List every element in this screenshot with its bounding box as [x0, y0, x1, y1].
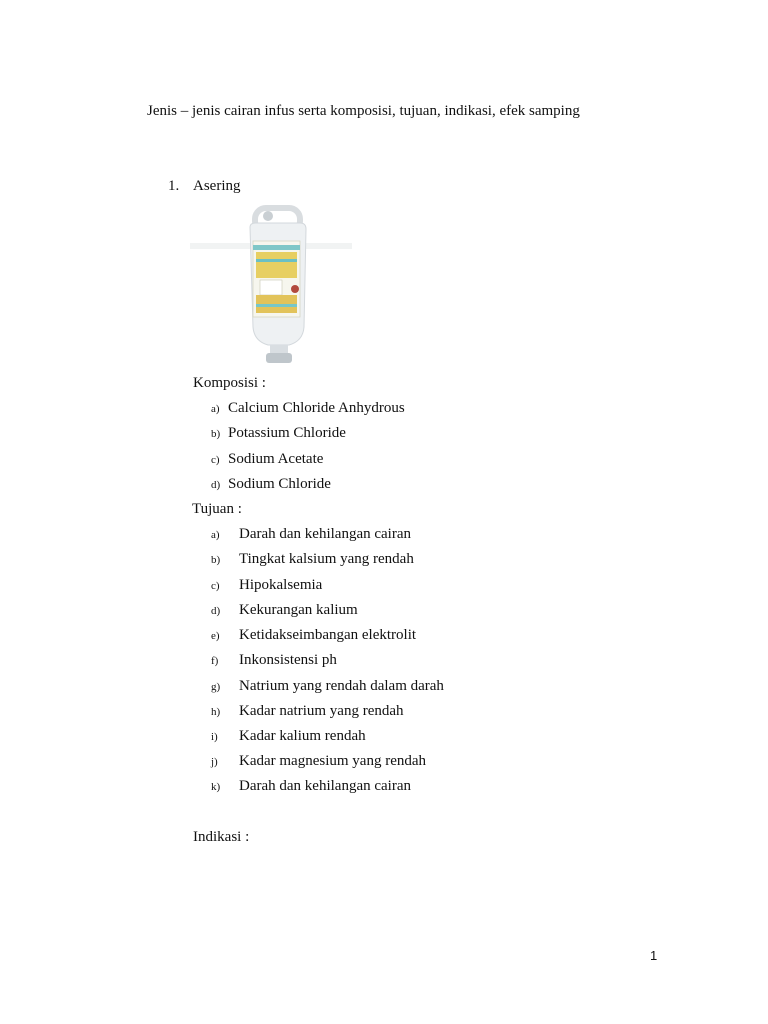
tujuan-marker: j) — [211, 756, 218, 768]
komposisi-item: Potassium Chloride — [228, 425, 346, 441]
indikasi-heading: Indikasi : — [193, 829, 250, 845]
tujuan-item: Darah dan kehilangan cairan — [239, 778, 411, 794]
document-title: Jenis – jenis cairan infus serta komposisi, tujuan, indikasi, efek samping — [147, 103, 580, 119]
page-number: 1 — [650, 948, 658, 963]
tujuan-item: Ketidakseimbangan elektrolit — [239, 627, 417, 643]
tujuan-marker: a) — [211, 529, 220, 541]
tujuan-marker: i) — [211, 731, 218, 743]
komposisi-item: Calcium Chloride Anhydrous — [228, 400, 405, 416]
tujuan-item: Inkonsistensi ph — [239, 652, 337, 668]
komposisi-marker: c) — [211, 454, 220, 466]
tujuan-marker: c) — [211, 580, 220, 592]
tujuan-item: Kadar kalium rendah — [239, 728, 366, 744]
tujuan-item: Kadar magnesium yang rendah — [239, 753, 427, 769]
iv-bag-icon — [190, 205, 352, 367]
section-title: Asering — [193, 178, 241, 194]
tujuan-marker: g) — [211, 681, 221, 693]
komposisi-marker: d) — [211, 479, 221, 491]
tujuan-heading: Tujuan : — [192, 501, 242, 517]
tujuan-marker: k) — [211, 781, 221, 793]
tujuan-item: Hipokalsemia — [239, 577, 323, 593]
komposisi-heading: Komposisi : — [193, 375, 266, 391]
tujuan-item: Kadar natrium yang rendah — [239, 703, 404, 719]
tujuan-marker: d) — [211, 605, 221, 617]
tujuan-item: Natrium yang rendah dalam darah — [239, 678, 444, 694]
komposisi-item: Sodium Chloride — [228, 476, 331, 492]
komposisi-marker: b) — [211, 428, 221, 440]
tujuan-item: Kekurangan kalium — [239, 602, 358, 618]
komposisi-marker: a) — [211, 403, 220, 415]
tujuan-marker: b) — [211, 554, 221, 566]
tujuan-marker: f) — [211, 655, 219, 667]
tujuan-item: Tingkat kalsium yang rendah — [239, 551, 414, 567]
komposisi-item: Sodium Acetate — [228, 451, 324, 467]
iv-bag-image — [190, 205, 352, 367]
section-number: 1. — [168, 178, 180, 194]
tujuan-item: Darah dan kehilangan cairan — [239, 526, 411, 542]
tujuan-marker: h) — [211, 706, 221, 718]
tujuan-marker: e) — [211, 630, 220, 642]
